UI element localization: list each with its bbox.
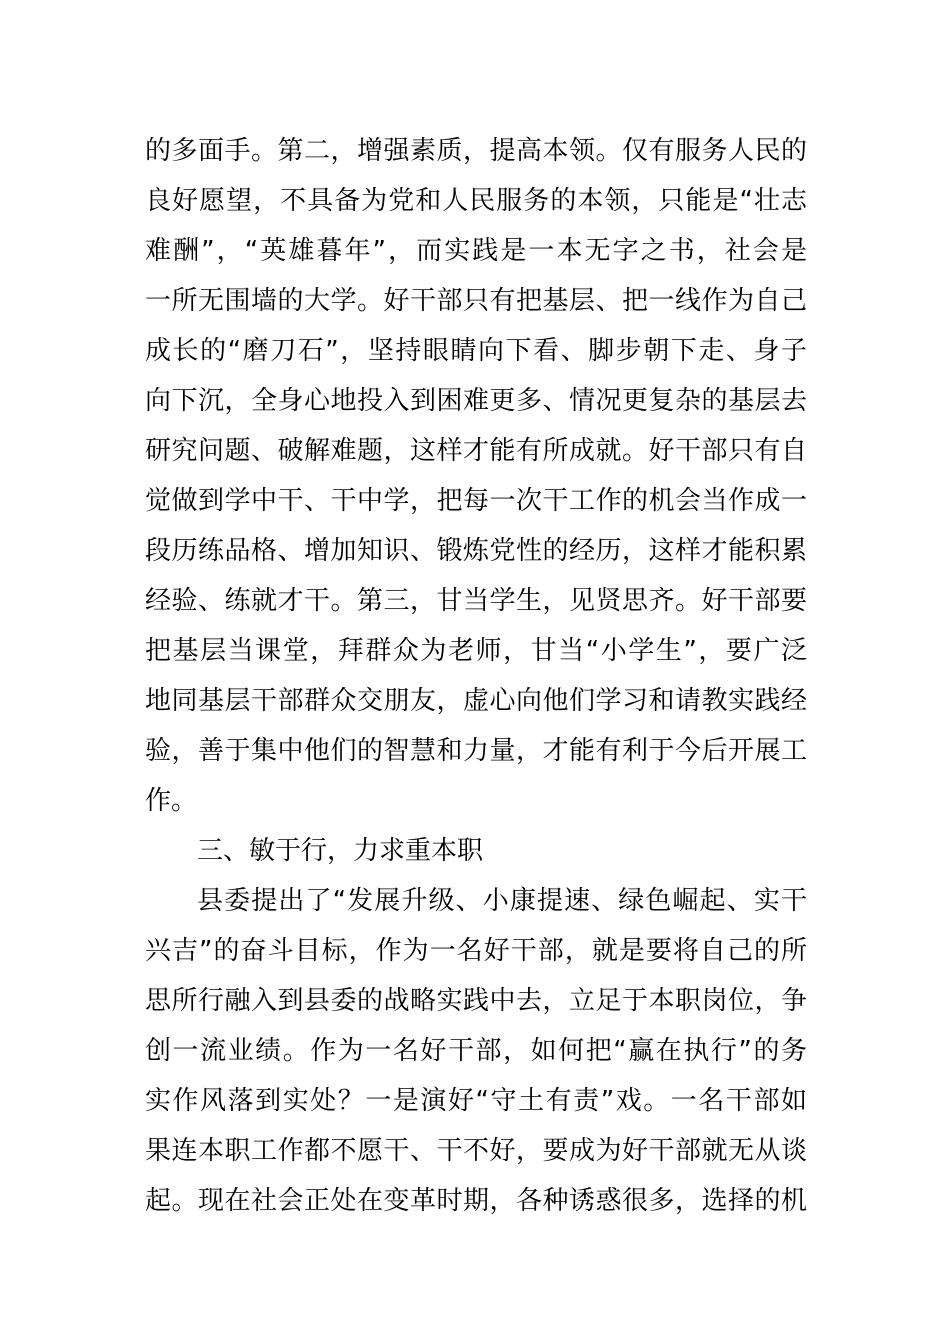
text-line: 经验、练就才干。第三，甘当学生，见贤思齐。好干部要	[145, 586, 807, 616]
text-line: 创一流业绩。作为一名好干部，如何把“赢在执行”的务	[145, 1036, 807, 1066]
text-line: 实作风落到实处？一是演好“守土有责”戏。一名干部如	[145, 1086, 807, 1116]
text-line: 作。	[145, 786, 198, 816]
text-line: 向下沉，全身心地投入到困难更多、情况更复杂的基层去	[145, 386, 807, 416]
text-line: 验，善于集中他们的智慧和力量，才能有利于今后开展工	[145, 736, 807, 766]
body-text	[145, 126, 807, 1226]
text-line: 段历练品格、增加知识、锻炼党性的经历，这样才能积累	[145, 536, 807, 566]
text-line: 县委提出了“发展升级、小康提速、绿色崛起、实干	[197, 886, 807, 916]
text-line: 研究问题、破解难题，这样才能有所成就。好干部只有自	[145, 436, 807, 466]
text-line: 觉做到学中干、干中学，把每一次干工作的机会当作成一	[145, 486, 807, 516]
text-line: 起。现在社会正处在变革时期，各种诱惑很多，选择的机	[145, 1186, 807, 1216]
text-line: 思所行融入到县委的战略实践中去，立足于本职岗位，争	[145, 986, 807, 1016]
text-line: 良好愿望，不具备为党和人民服务的本领，只能是“壮志	[145, 186, 807, 216]
text-line: 兴吉”的奋斗目标，作为一名好干部，就是要将自己的所	[145, 936, 807, 966]
text-line: 一所无围墙的大学。好干部只有把基层、把一线作为自己	[145, 286, 807, 316]
text-line: 的多面手。第二，增强素质，提高本领。仅有服务人民的	[145, 136, 807, 166]
section-heading: 三、敏于行，力求重本职	[197, 836, 484, 866]
text-line: 把基层当课堂，拜群众为老师，甘当“小学生”，要广泛	[145, 636, 807, 666]
text-line: 成长的“磨刀石”，坚持眼睛向下看、脚步朝下走、身子	[145, 336, 807, 366]
text-line: 果连本职工作都不愿干、干不好，要成为好干部就无从谈	[145, 1136, 807, 1166]
text-line: 难酬”，“英雄暮年”，而实践是一本无字之书，社会是	[145, 236, 807, 266]
text-line: 地同基层干部群众交朋友，虚心向他们学习和请教实践经	[145, 686, 807, 716]
